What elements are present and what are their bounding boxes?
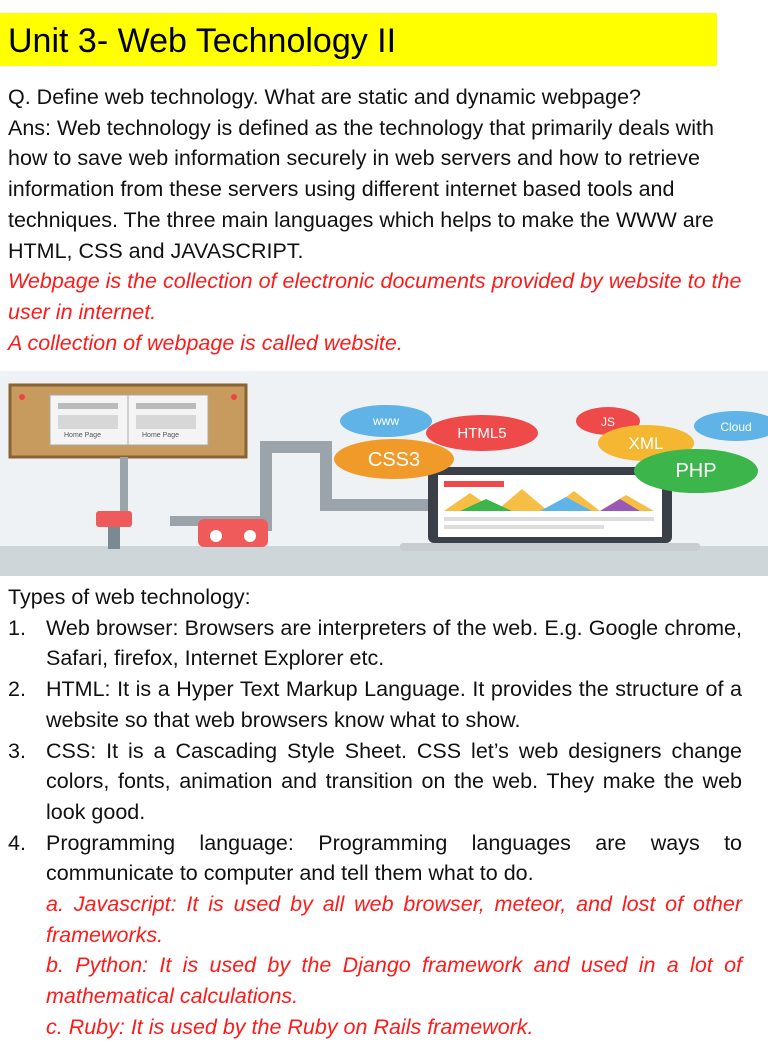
definition-webpage: Webpage is the collection of electronic documents provided by website to the user in internet. — [8, 269, 742, 324]
bubble-xml: XML — [628, 434, 664, 453]
list-number: 2. — [8, 677, 26, 702]
list-number: 1. — [8, 615, 26, 640]
list-item-text: Web browser: Browsers are interpreters of the web. E.g. Google chrome, Safari, firefox, Internet Explorer etc. — [46, 615, 742, 671]
list-number: 3. — [8, 738, 26, 763]
types-list — [8, 613, 742, 889]
types-list-item — [8, 674, 742, 735]
types-section — [8, 582, 742, 1043]
bubble-css3: CSS3 — [367, 449, 421, 471]
list-number: 4. — [8, 830, 26, 855]
intro-section — [8, 82, 753, 358]
board-label-2: Home Page — [142, 432, 179, 439]
types-list-item — [8, 736, 742, 828]
board-label-1: Home Page — [64, 432, 101, 439]
bubble-www: www — [373, 414, 399, 428]
types-list-item — [8, 828, 742, 889]
types-list-item — [8, 613, 742, 674]
answer-text: Ans: Web technology is defined as the technology that primarily deals with how to save web information securely in web servers and how to retrieve information from these servers using different internet based tools and techniques. The three main languages which helps to make the WWW are HTML, CSS and JAVASCRIPT. — [8, 115, 714, 263]
question-text: Q. Define web technology. What are static and dynamic webpage? — [8, 85, 642, 109]
list-item-text: HTML: It is a Hyper Text Markup Language. It provides the structure of a website so that web browsers know what to show. — [46, 677, 742, 732]
list-item-text: CSS: It is a Cascading Style Sheet. CSS let’s web designers change colors, fonts, animation and transition on the web. They make the web look good. — [46, 738, 742, 824]
illustration-graphic — [0, 371, 768, 576]
page-title: Unit 3- Web Technology II — [0, 13, 717, 66]
sub-item-python: b. Python: It is used by the Django framework and used in a lot of mathematical calculations. — [46, 953, 742, 1009]
web-technology-illustration — [0, 371, 768, 576]
sub-item-ruby: c. Ruby: It is used by the Ruby on Rails framework. — [46, 1014, 534, 1039]
bubble-html5: HTML5 — [457, 425, 507, 442]
sub-item-javascript: a. Javascript: It is used by all web browser, meteor, and lost of other frameworks. — [46, 892, 742, 947]
bubble-cloud: Cloud — [720, 420, 752, 434]
bubble-php: PHP — [675, 460, 717, 482]
language-sublist — [8, 889, 742, 1043]
bubble-js: JS — [600, 415, 616, 429]
definition-website: A collection of webpage is called website. — [8, 330, 403, 355]
list-item-text: Programming language: Programming languages are ways to communicate to computer and tell them what to do. — [46, 830, 742, 886]
types-heading: Types of web technology: — [8, 585, 251, 609]
